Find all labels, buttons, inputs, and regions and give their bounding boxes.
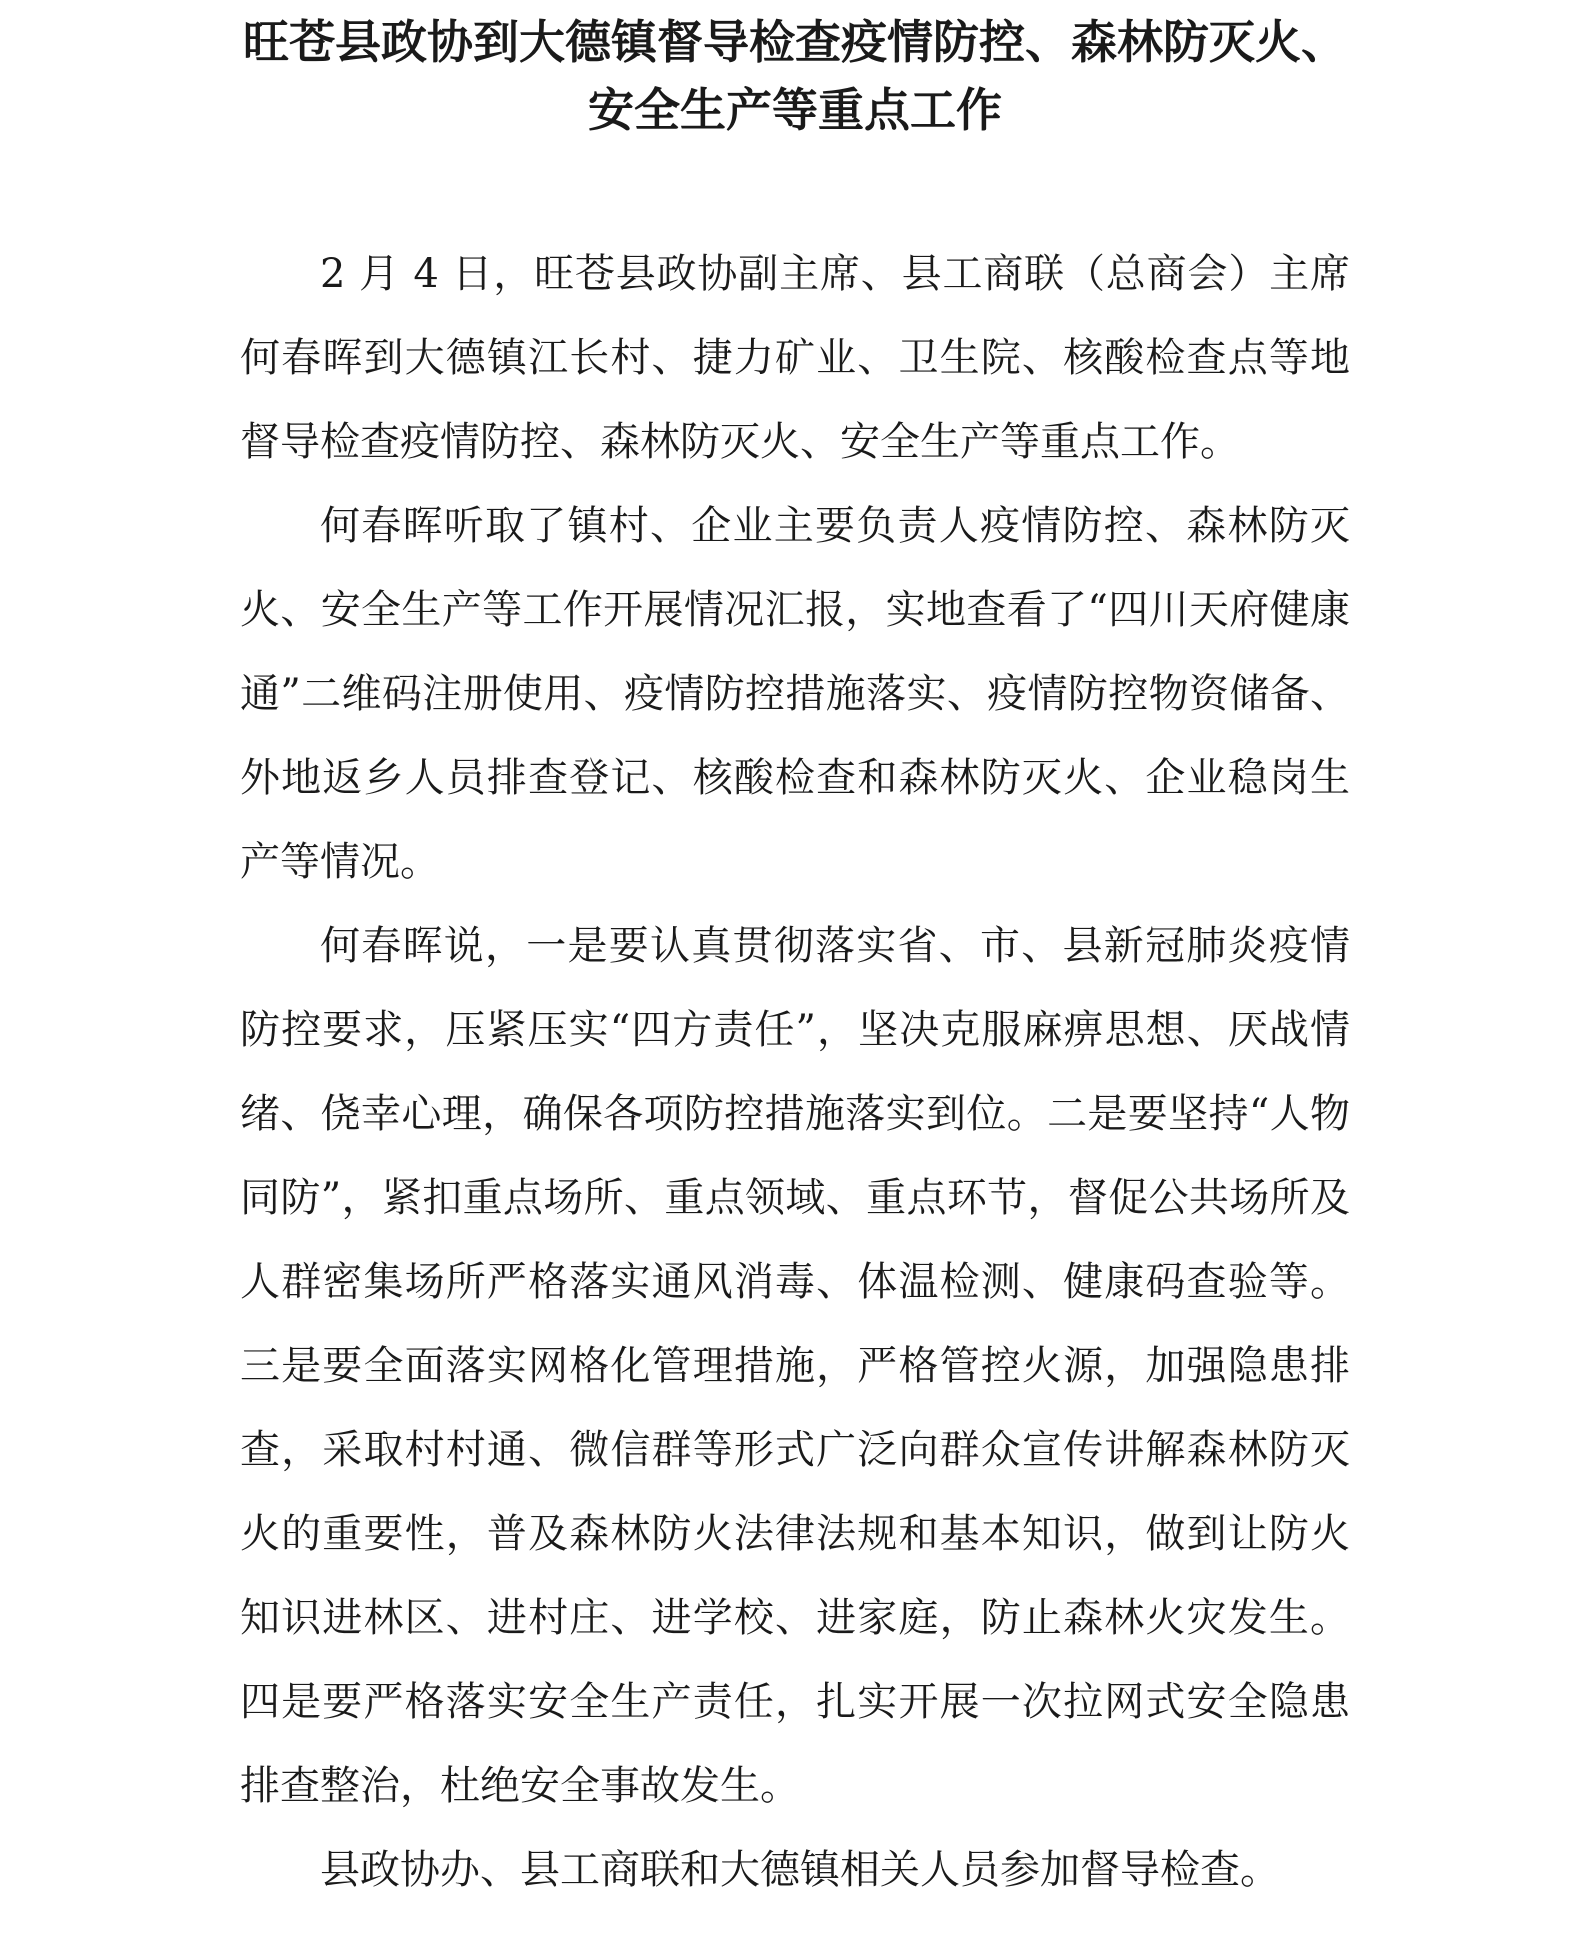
paragraph-3: 何春晖说，一是要认真贯彻落实省、市、县新冠肺炎疫情防控要求，压紧压实“四方责任”，坚决克服麻痹思想、厌战情绪、侥幸心理，确保各项防控措施落实到位。二是要坚持“人物同防”，紧扣重点场所、重点领域、重点环节，督促公共场所及人群密集场所严格落实通风消毒、体温检测、健康码查验等。三是要全面落实网格化管理措施，严格管控火源，加强隐患排查，采取村村通、微信群等形式广泛向群众宣传讲解森林防灭火的重要性，普及森林防火法律法规和基本知识，做到让防火知识进林区、进村庄、进学校、进家庭，防止森林火灾发生。四是要严格落实安全生产责任，扎实开展一次拉网式安全隐患排查整治，杜绝安全事故发生。 [240, 923, 1350, 1809]
paragraph-1: 2 月 4 日，旺苍县政协副主席、县工商联（总商会）主席何春晖到大德镇江长村、捷力矿业、卫生院、核酸检查点等地督导检查疫情防控、森林防灭火、安全生产等重点工作。 [240, 251, 1350, 465]
document-page [240, 0, 1350, 1912]
title-line-2: 安全生产等重点工作 [588, 83, 1002, 137]
article-body [240, 232, 1350, 1912]
paragraph-2: 何春晖听取了镇村、企业主要负责人疫情防控、森林防灭火、安全生产等工作开展情况汇报，实地查看了“四川天府健康通”二维码注册使用、疫情防控措施落实、疫情防控物资储备、外地返乡人员排查登记、核酸检查和森林防灭火、企业稳岗生产等情况。 [240, 503, 1350, 885]
paragraph-4: 县政协办、县工商联和大德镇相关人员参加督导检查。 [320, 1847, 1280, 1893]
article-title [240, 0, 1350, 144]
title-line-1: 旺苍县政协到大德镇督导检查疫情防控、森林防灭火、 [243, 15, 1347, 69]
